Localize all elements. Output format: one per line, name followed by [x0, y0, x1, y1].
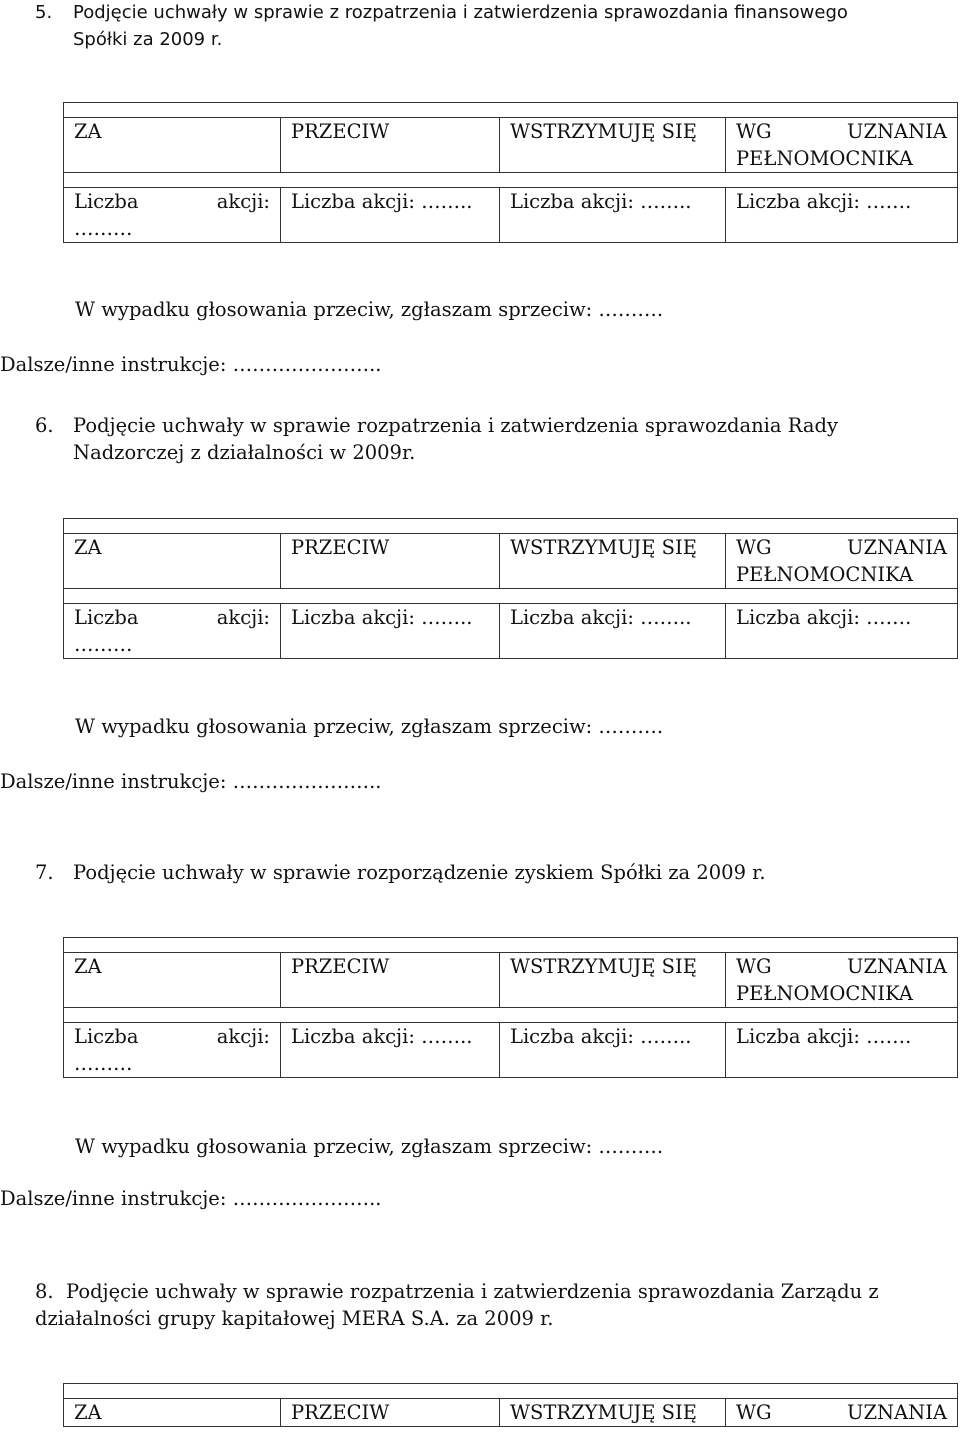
cell-wg-uznania-shares[interactable]: Liczba akcji: …….	[726, 1023, 958, 1078]
item-number: 8.	[35, 1280, 54, 1303]
header-wstrzymuje: WSTRZYMUJĘ SIĘ	[500, 953, 726, 1008]
item-title-6	[35, 412, 945, 466]
vote-table-8	[63, 1383, 958, 1427]
header-przeciw: PRZECIW	[281, 1399, 500, 1427]
header-wg-uznania: WG UZNANIA PEŁNOMOCNIKA	[726, 118, 958, 173]
header-przeciw: PRZECIW	[281, 953, 500, 1008]
item-title-line1: Podjęcie uchwały w sprawie rozpatrzenia i zatwierdzenia sprawozdania Rady	[73, 414, 838, 437]
objection-line[interactable]: W wypadku głosowania przeciw, zgłaszam sprzeciw: ……….	[75, 1135, 664, 1158]
vote-table-6	[63, 518, 958, 659]
header-za: ZA	[64, 1399, 281, 1427]
cell-za-shares[interactable]: Liczba akcji: ………	[64, 1023, 281, 1078]
cell-wg-uznania-shares[interactable]: Liczba akcji: …….	[726, 188, 958, 243]
cell-wstrzymuje-shares[interactable]: Liczba akcji: ……..	[500, 604, 726, 659]
item-title-7	[35, 859, 945, 886]
item-number: 7.	[35, 861, 54, 884]
header-wstrzymuje: WSTRZYMUJĘ SIĘ	[500, 118, 726, 173]
header-przeciw: PRZECIW	[281, 118, 500, 173]
header-wg-uznania: WG UZNANIA PEŁNOMOCNIKA	[726, 953, 958, 1008]
item-title-line1: Podjęcie uchwały w sprawie rozpatrzenia i zatwierdzenia sprawozdania Zarządu z	[66, 1280, 879, 1303]
item-title-line2: Spółki za 2009 r.	[73, 29, 223, 50]
objection-line[interactable]: W wypadku głosowania przeciw, zgłaszam sprzeciw: ……….	[75, 298, 664, 321]
vote-table-7	[63, 937, 958, 1078]
cell-za-shares[interactable]: Liczba akcji: ………	[64, 604, 281, 659]
item-title-8	[35, 1278, 945, 1332]
item-number: 5.	[35, 2, 53, 23]
item-title-line1: Podjęcie uchwały w sprawie z rozpatrzenia i zatwierdzenia sprawozdania finansowego	[73, 2, 848, 23]
cell-za-shares[interactable]: Liczba akcji: ………	[64, 188, 281, 243]
instructions-line[interactable]: Dalsze/inne instrukcje: …………………..	[0, 770, 382, 793]
header-wstrzymuje: WSTRZYMUJĘ SIĘ	[500, 1399, 726, 1427]
header-wg-uznania: WG UZNANIA	[726, 1399, 958, 1427]
objection-line[interactable]: W wypadku głosowania przeciw, zgłaszam sprzeciw: ……….	[75, 715, 664, 738]
header-za: ZA	[64, 953, 281, 1008]
item-title-line2: Nadzorczej z działalności w 2009r.	[73, 441, 416, 464]
vote-table-5	[63, 102, 958, 243]
cell-wg-uznania-shares[interactable]: Liczba akcji: …….	[726, 604, 958, 659]
item-number: 6.	[35, 414, 54, 437]
cell-przeciw-shares[interactable]: Liczba akcji: ……..	[281, 604, 500, 659]
instructions-line[interactable]: Dalsze/inne instrukcje: …………………..	[0, 1187, 382, 1210]
cell-wstrzymuje-shares[interactable]: Liczba akcji: ……..	[500, 1023, 726, 1078]
cell-wstrzymuje-shares[interactable]: Liczba akcji: ……..	[500, 188, 726, 243]
cell-przeciw-shares[interactable]: Liczba akcji: ……..	[281, 188, 500, 243]
item-title-5	[35, 0, 945, 53]
header-przeciw: PRZECIW	[281, 534, 500, 589]
cell-przeciw-shares[interactable]: Liczba akcji: ……..	[281, 1023, 500, 1078]
item-title-line2: działalności grupy kapitałowej MERA S.A. za 2009 r.	[35, 1307, 554, 1330]
instructions-line[interactable]: Dalsze/inne instrukcje: …………………..	[0, 353, 382, 376]
header-za: ZA	[64, 534, 281, 589]
header-wstrzymuje: WSTRZYMUJĘ SIĘ	[500, 534, 726, 589]
header-wg-uznania: WG UZNANIA PEŁNOMOCNIKA	[726, 534, 958, 589]
item-title-line1: Podjęcie uchwały w sprawie rozporządzenie zyskiem Spółki za 2009 r.	[73, 861, 766, 884]
header-za: ZA	[64, 118, 281, 173]
